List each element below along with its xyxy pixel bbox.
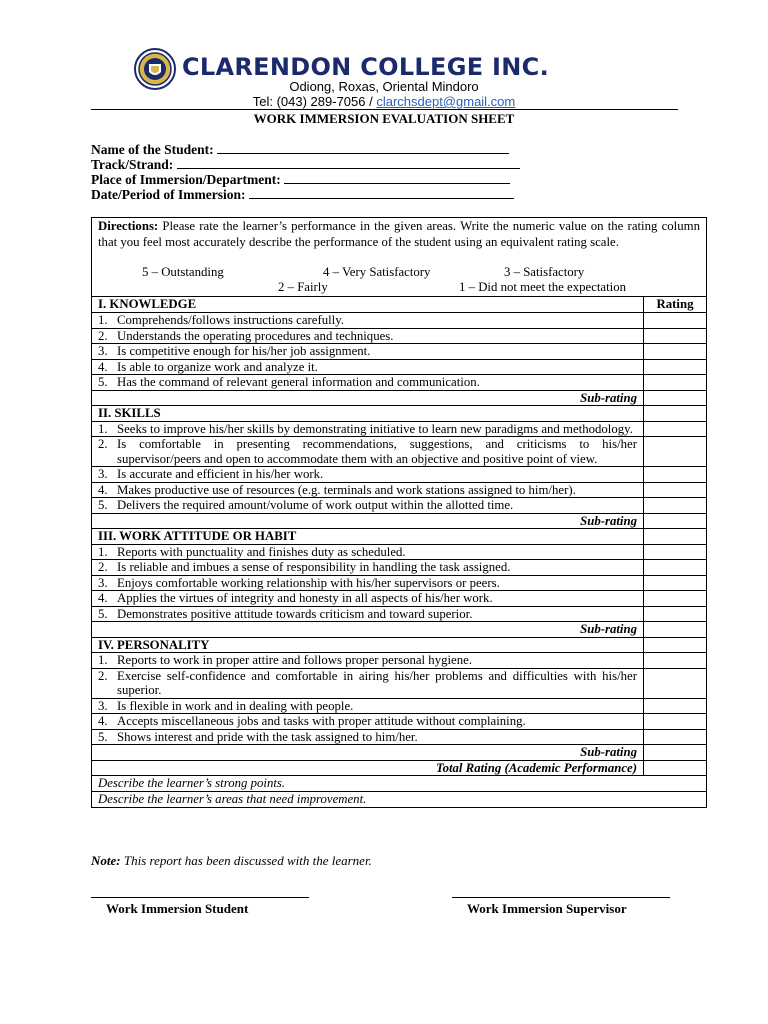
- criteria-cell: [92, 375, 643, 390]
- rating-header-cell: [643, 638, 706, 653]
- criteria-text: Accepts miscellaneous jobs and tasks with proper attitude without complaining.: [117, 714, 526, 728]
- criteria-number: 1.: [98, 653, 108, 667]
- rating-input-cell[interactable]: [643, 560, 706, 575]
- criteria-number: 2.: [98, 560, 108, 574]
- blank-line: [284, 172, 510, 184]
- criteria-text: Is accurate and efficient in his/her work.: [117, 467, 324, 481]
- criteria-number: 4.: [98, 714, 108, 728]
- criteria-number: 1.: [98, 544, 108, 559]
- sub-rating-label: Sub-rating: [580, 390, 637, 405]
- improvement-prompt: Describe the learner’s areas that need improvement.: [98, 792, 367, 806]
- criteria-item: [98, 498, 637, 513]
- criteria-item: [98, 313, 637, 328]
- rating-input-cell[interactable]: [643, 607, 706, 622]
- total-rating-input-cell[interactable]: [643, 761, 706, 776]
- rating-input-cell[interactable]: [643, 329, 706, 344]
- criteria-text: Enjoys comfortable working relationship with his/her supervisors or peers.: [117, 575, 500, 590]
- criteria-text: Seeks to improve his/her skills by demonstrating initiative to learn new paradigms and methodology.: [117, 421, 633, 436]
- criteria-item: [98, 483, 637, 498]
- rating-input-cell[interactable]: [643, 545, 706, 560]
- criteria-item: [98, 329, 637, 344]
- criteria-text: Reports to work in proper attire and follows proper personal hygiene.: [117, 653, 473, 667]
- rating-input-cell[interactable]: [643, 669, 706, 698]
- criteria-row: [92, 591, 706, 607]
- section-header-row: [92, 297, 706, 313]
- section-title: III. WORK ATTITUDE OR HABIT: [98, 529, 297, 543]
- criteria-row: [92, 422, 706, 438]
- criteria-item: [98, 699, 637, 714]
- criteria-number: 4.: [98, 359, 108, 374]
- criteria-text: Is flexible in work and in dealing with people.: [117, 698, 354, 713]
- criteria-cell: [92, 545, 643, 560]
- criteria-text: Demonstrates positive attitude towards criticism and toward superior.: [117, 606, 473, 621]
- sub-rating-label: Sub-rating: [580, 513, 637, 528]
- criteria-number: 5.: [98, 498, 108, 512]
- criteria-row: [92, 498, 706, 514]
- criteria-text: Is reliable and imbues a sense of responsibility in handling the task assigned.: [117, 560, 511, 574]
- criteria-row: [92, 437, 706, 467]
- criteria-text: Has the command of relevant general information and communication.: [117, 375, 480, 389]
- criteria-text: Is able to organize work and analyze it.: [117, 359, 318, 374]
- criteria-item: [98, 591, 637, 606]
- field-student-name[interactable]: Name of the Student:: [91, 142, 520, 157]
- criteria-number: 1.: [98, 313, 108, 327]
- criteria-cell: [92, 313, 643, 328]
- note-text: This report has been discussed with the learner.: [120, 853, 372, 868]
- header-rule: [91, 109, 678, 110]
- criteria-cell: [92, 653, 643, 668]
- criteria-item: [98, 560, 637, 575]
- criteria-number: 4.: [98, 482, 108, 497]
- criteria-item: [98, 360, 637, 375]
- criteria-row: [92, 560, 706, 576]
- field-place-of-immersion[interactable]: Place of Immersion/Department:: [91, 172, 520, 187]
- criteria-number: 5.: [98, 375, 108, 389]
- criteria-row: [92, 653, 706, 669]
- criteria-number: 3.: [98, 575, 108, 590]
- criteria-row: [92, 607, 706, 623]
- directions-block: [92, 218, 706, 297]
- criteria-row: [92, 467, 706, 483]
- rating-input-cell[interactable]: [643, 714, 706, 729]
- criteria-item: [98, 437, 637, 466]
- criteria-text: Reports with punctuality and finishes duty as scheduled.: [117, 544, 406, 559]
- scale-item: 4 – Very Satisfactory: [323, 265, 431, 279]
- directions-text: Please rate the learner’s performance in the given areas. Write the numeric value on the rating column that you feel most accurately describe the performance of the student using an equivalent rating scale.: [98, 219, 700, 249]
- college-address: Odiong, Roxas, Oriental Mindoro: [289, 79, 479, 94]
- criteria-row: [92, 483, 706, 499]
- strong-points-prompt: Describe the learner’s strong points.: [98, 776, 286, 790]
- criteria-item: [98, 653, 637, 668]
- rating-input-cell[interactable]: [643, 498, 706, 513]
- rating-header-cell: Rating: [643, 297, 706, 312]
- blank-line: [249, 187, 514, 199]
- section-title: II. SKILLS: [98, 406, 161, 420]
- sub-rating-row: [92, 745, 706, 761]
- blank-line: [217, 142, 509, 154]
- rating-input-cell[interactable]: [643, 699, 706, 714]
- rating-header-cell: [643, 406, 706, 421]
- criteria-cell: [92, 498, 643, 513]
- criteria-text: Shows interest and pride with the task assigned to him/her.: [117, 729, 418, 744]
- telephone: Tel: (043) 289-7056 /: [252, 94, 377, 109]
- strong-points-row[interactable]: [92, 776, 706, 792]
- scale-item: 1 – Did not meet the expectation: [459, 280, 627, 294]
- criteria-cell: [92, 437, 643, 466]
- criteria-cell: [92, 422, 643, 437]
- student-info-fields: [91, 142, 520, 202]
- rating-input-cell[interactable]: [643, 653, 706, 668]
- criteria-cell: [92, 699, 643, 714]
- criteria-cell: [92, 714, 643, 729]
- rating-header-cell: [643, 529, 706, 544]
- note: [91, 853, 372, 869]
- criteria-item: [98, 545, 637, 560]
- rating-input-cell[interactable]: [643, 360, 706, 375]
- criteria-item: [98, 344, 637, 359]
- criteria-row: [92, 360, 706, 376]
- sub-rating-label: Sub-rating: [580, 745, 637, 759]
- criteria-cell: [92, 607, 643, 622]
- rating-input-cell[interactable]: [643, 591, 706, 606]
- criteria-cell: [92, 669, 643, 698]
- criteria-item: [98, 467, 637, 482]
- criteria-cell: [92, 329, 643, 344]
- sub-rating-input-cell[interactable]: [643, 391, 706, 406]
- criteria-number: 3.: [98, 467, 108, 481]
- rating-input-cell[interactable]: [643, 467, 706, 482]
- criteria-row: [92, 375, 706, 391]
- criteria-number: 2.: [98, 328, 108, 343]
- rating-input-cell[interactable]: [643, 576, 706, 591]
- rating-input-cell[interactable]: [643, 313, 706, 328]
- rating-input-cell[interactable]: [643, 437, 706, 466]
- sub-rating-row: [92, 391, 706, 407]
- criteria-cell: [92, 560, 643, 575]
- field-date-period[interactable]: Date/Period of Immersion:: [91, 187, 520, 202]
- criteria-number: 2.: [98, 668, 108, 683]
- criteria-row: [92, 714, 706, 730]
- criteria-number: 1.: [98, 421, 108, 436]
- sub-rating-label: Sub-rating: [580, 622, 637, 636]
- evaluation-table: [91, 217, 707, 808]
- total-rating-label: Total Rating (Academic Performance): [435, 760, 637, 775]
- criteria-text: Comprehends/follows instructions carefully.: [117, 313, 344, 327]
- college-name: CLARENDON COLLEGE INC.: [182, 53, 549, 81]
- scale-item: 5 – Outstanding: [142, 265, 224, 279]
- criteria-item: [98, 576, 637, 591]
- criteria-number: 5.: [98, 606, 108, 621]
- criteria-item: [98, 730, 637, 745]
- criteria-number: 2.: [98, 437, 108, 451]
- criteria-row: [92, 313, 706, 329]
- scale-item: 3 – Satisfactory: [504, 265, 585, 279]
- criteria-item: [98, 669, 637, 698]
- blank-line: [177, 157, 520, 169]
- criteria-cell: [92, 467, 643, 482]
- table-body: [92, 297, 706, 807]
- criteria-text: Exercise self-confidence and comfortable in airing his/her problems and difficulties with his/her superior.: [117, 668, 637, 697]
- directions-label: Directions:: [98, 219, 159, 233]
- criteria-text: Applies the virtues of integrity and honesty in all aspects of his/her work.: [117, 591, 493, 605]
- criteria-cell: [92, 730, 643, 745]
- total-rating-row: [92, 761, 706, 777]
- criteria-item: [98, 422, 637, 437]
- criteria-row: [92, 329, 706, 345]
- rating-input-cell[interactable]: [643, 344, 706, 359]
- section-header-row: [92, 406, 706, 422]
- criteria-number: 4.: [98, 591, 108, 605]
- criteria-item: [98, 375, 637, 390]
- section-title: IV. PERSONALITY: [98, 637, 210, 652]
- criteria-number: 5.: [98, 729, 108, 744]
- criteria-row: [92, 730, 706, 746]
- supervisor-signature-label: Work Immersion Supervisor: [467, 901, 627, 916]
- criteria-row: [92, 669, 706, 699]
- sub-rating-input-cell[interactable]: [643, 514, 706, 529]
- rating-input-cell[interactable]: [643, 730, 706, 745]
- criteria-cell: [92, 576, 643, 591]
- criteria-row: [92, 545, 706, 561]
- email-link[interactable]: clarchsdept@gmail.com: [376, 94, 516, 109]
- criteria-text: Understands the operating procedures and techniques.: [117, 328, 394, 343]
- criteria-row: [92, 344, 706, 360]
- section-title: I. KNOWLEDGE: [98, 297, 197, 311]
- rating-input-cell[interactable]: [643, 483, 706, 498]
- criteria-text: Makes productive use of resources (e.g. terminals and work stations assigned to him/her).: [117, 482, 576, 497]
- sub-rating-input-cell[interactable]: [643, 745, 706, 760]
- criteria-row: [92, 576, 706, 592]
- section-header-row: [92, 638, 706, 654]
- criteria-number: 3.: [98, 698, 108, 713]
- criteria-text: Is comfortable in presenting recommendations, suggestions, and criticisms to his/her supervisor/peers and open to accommodate them with an objective and positive point of view.: [117, 437, 637, 466]
- sub-rating-row: [92, 514, 706, 530]
- criteria-item: [98, 714, 637, 729]
- student-signature-line[interactable]: [91, 897, 309, 898]
- criteria-item: [98, 607, 637, 622]
- rating-input-cell[interactable]: [643, 422, 706, 437]
- criteria-text: Delivers the required amount/volume of work output within the allotted time.: [117, 498, 514, 512]
- scale-item: 2 – Fairly: [278, 280, 328, 294]
- rating-input-cell[interactable]: [643, 375, 706, 390]
- field-track-strand[interactable]: Track/Strand:: [91, 157, 520, 172]
- section-header-row: [92, 529, 706, 545]
- sub-rating-input-cell[interactable]: [643, 622, 706, 637]
- note-label: Note:: [91, 853, 121, 868]
- criteria-text: Is competitive enough for his/her job assignment.: [117, 344, 371, 358]
- sheet-title: WORK IMMERSION EVALUATION SHEET: [253, 111, 515, 126]
- criteria-number: 3.: [98, 344, 108, 358]
- criteria-cell: [92, 483, 643, 498]
- contact-line: [0, 94, 768, 109]
- criteria-cell: [92, 360, 643, 375]
- criteria-cell: [92, 591, 643, 606]
- criteria-cell: [92, 344, 643, 359]
- sub-rating-row: [92, 622, 706, 638]
- student-signature-label: Work Immersion Student: [106, 901, 249, 916]
- criteria-row: [92, 699, 706, 715]
- supervisor-signature-line[interactable]: [452, 897, 670, 898]
- improvement-row[interactable]: [92, 792, 706, 807]
